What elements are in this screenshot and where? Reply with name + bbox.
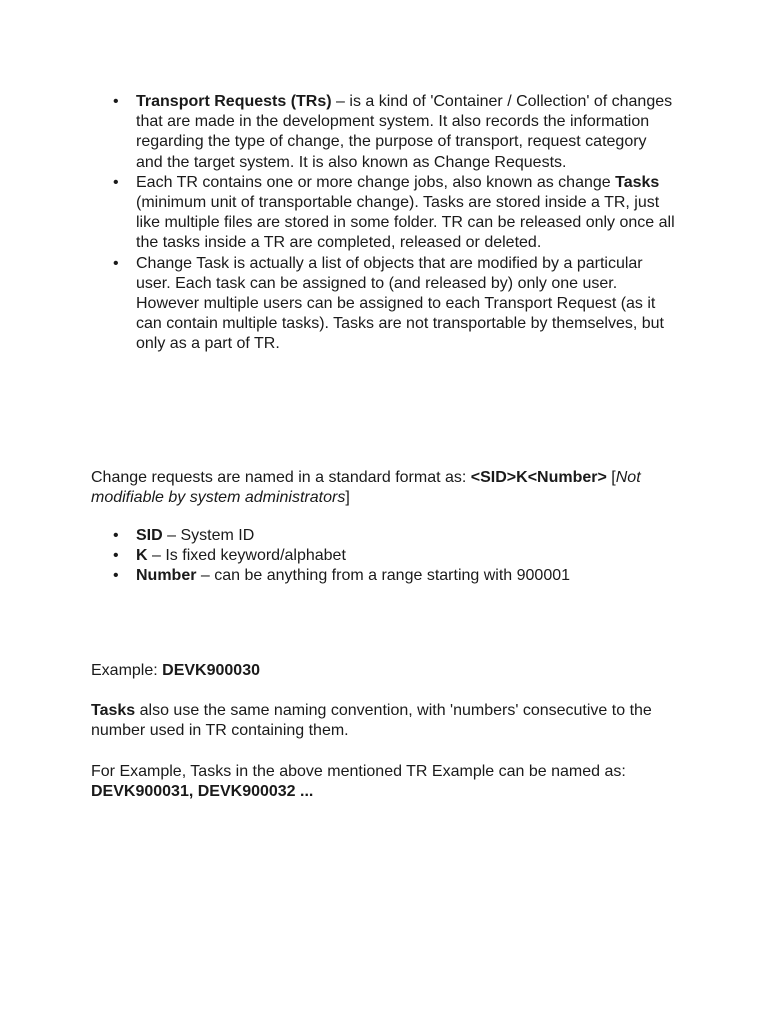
term-sid: SID [136,527,163,544]
term-tasks: Tasks [615,173,660,191]
tasks-naming-paragraph [91,701,691,741]
format-note: Not modifiable by system administrators [91,469,641,507]
tasks-naming-text: also use the same naming convention, with 'numbers' consecutive to the number used in TR containing them. [91,702,652,740]
bullet-icon: • [113,567,119,585]
format-lead-text: Change requests are named in a standard format as: [91,469,471,486]
definition-text: – can be anything from a range starting with 900001 [196,567,571,585]
example-paragraph [91,661,691,681]
bullet-icon: • [113,527,119,544]
list-item-k [0,546,676,566]
list-item-sid [0,526,676,546]
task-example-ids: DEVK900031, DEVK900032 ... [91,783,314,801]
list-item-transport-requests [0,92,676,173]
example-lead-text: Example: [91,662,163,679]
list-item-number [0,566,676,586]
definition-text: – System ID [162,527,255,544]
definition-lead-text: Each TR contains one or more change jobs, also known as change [136,173,616,191]
list-item-tasks [0,173,676,254]
term-transport-requests: Transport Requests (TRs) [136,93,332,110]
naming-format-paragraph [91,468,691,508]
term-tasks-heading: Tasks [91,702,136,719]
bullet-icon: • [113,547,119,565]
tr-definition-list [0,92,676,355]
format-bracket-close: ] [345,489,350,507]
bullet-icon: • [113,173,119,191]
definition-text: Change Task is actually a list of objects that are modified by a particular user. Each task can be assigned to (and released by) only one user. However multiple users can be assigned to each Transport Request (as it can contain multiple tasks). Tasks are not transportable by themselves, but only as a part of TR. [136,254,664,353]
definition-text: – Is fixed keyword/alphabet [147,547,346,565]
term-number: Number [136,567,197,585]
format-parts-list [0,526,676,587]
definition-text: – is a kind of 'Container / Collection' of changes that are made in the development system. It also records the information regarding the type of change, the purpose of transport, request category and the target system. It is also known as Change Requests. [136,93,673,171]
task-example-lead-text: For Example, Tasks in the above mentioned TR Example can be named as: [91,763,626,780]
definition-text: (minimum unit of transportable change). Tasks are stored inside a TR, just like multiple files are stored in some folder. TR can be released only once all the tasks inside a TR are completed, released or deleted. [136,194,675,252]
list-item-change-task [0,254,676,355]
bullet-icon: • [113,93,119,110]
term-k: K [136,547,148,565]
format-pattern: <SID>K<Number> [470,469,607,486]
bullet-icon: • [113,254,119,272]
format-bracket-open: [ [606,469,616,486]
task-example-paragraph [91,762,651,802]
example-request-id: DEVK900030 [162,662,260,679]
